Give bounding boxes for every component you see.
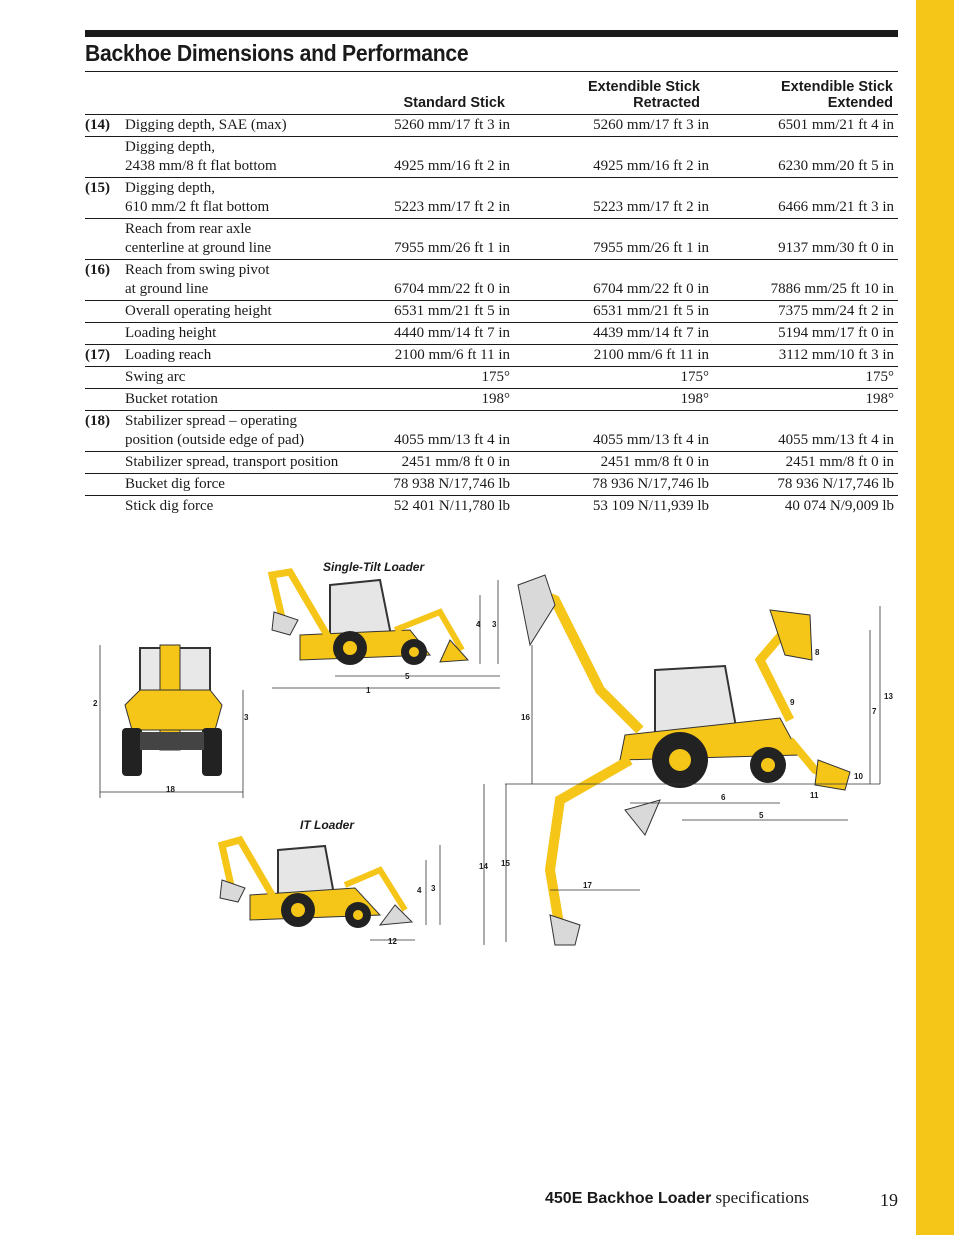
row-value: 4440 mm/14 ft 7 in bbox=[394, 325, 510, 341]
callout-16: 16 bbox=[521, 713, 530, 722]
row-description-line: Digging depth, bbox=[125, 180, 215, 196]
row-ref-number: (17) bbox=[85, 347, 110, 363]
row-ref-number: (15) bbox=[85, 180, 110, 196]
row-value: 7955 mm/26 ft 1 in bbox=[394, 240, 510, 256]
row-value: 6501 mm/21 ft 4 in bbox=[778, 117, 894, 133]
row-value: 4055 mm/13 ft 4 in bbox=[394, 432, 510, 448]
callout-15: 15 bbox=[501, 859, 510, 868]
row-value: 78 938 N/17,746 lb bbox=[393, 476, 510, 492]
row-value: 4925 mm/16 ft 2 in bbox=[394, 158, 510, 174]
row-value: 6704 mm/22 ft 0 in bbox=[394, 281, 510, 297]
callout-3: 3 bbox=[244, 713, 249, 722]
row-value: 6531 mm/21 ft 5 in bbox=[593, 303, 709, 319]
row-value: 6531 mm/21 ft 5 in bbox=[394, 303, 510, 319]
callout-4: 4 bbox=[476, 620, 481, 629]
row-description-line: Stick dig force bbox=[125, 498, 214, 514]
callout-11: 11 bbox=[810, 791, 819, 800]
row-value: 2100 mm/6 ft 11 in bbox=[593, 347, 709, 363]
row-value: 4439 mm/14 ft 7 in bbox=[593, 325, 709, 341]
row-value: 4055 mm/13 ft 4 in bbox=[778, 432, 894, 448]
row-value: 7375 mm/24 ft 2 in bbox=[778, 303, 894, 319]
row-description-line: Loading height bbox=[125, 325, 217, 341]
callout-6: 6 bbox=[721, 793, 726, 802]
callout-5: 5 bbox=[759, 811, 764, 820]
callout-4: 4 bbox=[417, 886, 422, 895]
row-description-line: Bucket dig force bbox=[125, 476, 225, 492]
callout-9: 9 bbox=[790, 698, 795, 707]
row-value: 2451 mm/8 ft 0 in bbox=[401, 454, 510, 470]
callout-10: 10 bbox=[854, 772, 863, 781]
single-tilt-loader-figure bbox=[272, 572, 500, 688]
row-description-line: 610 mm/2 ft flat bottom bbox=[125, 199, 270, 215]
row-description-line: 2438 mm/8 ft flat bottom bbox=[125, 158, 277, 174]
row-value: 198° bbox=[481, 391, 510, 407]
row-value: 40 074 N/9,009 lb bbox=[784, 498, 894, 514]
it-loader-label: IT Loader bbox=[300, 818, 355, 832]
row-description-line: Digging depth, bbox=[125, 139, 215, 155]
single-tilt-loader-label: Single-Tilt Loader bbox=[323, 560, 425, 574]
row-description-line: Reach from swing pivot bbox=[125, 262, 270, 278]
row-value: 6230 mm/20 ft 5 in bbox=[778, 158, 894, 174]
row-value: 198° bbox=[865, 391, 894, 407]
row-description-line: Bucket rotation bbox=[125, 391, 218, 407]
callout-8: 8 bbox=[815, 648, 820, 657]
page-title: Backhoe Dimensions and Performance bbox=[85, 40, 469, 66]
footer-rest: specifications bbox=[711, 1188, 810, 1207]
callout-14: 14 bbox=[479, 862, 488, 871]
row-ref-number: (16) bbox=[85, 262, 110, 278]
row-value: 5260 mm/17 ft 3 in bbox=[593, 117, 709, 133]
row-value: 7955 mm/26 ft 1 in bbox=[593, 240, 709, 256]
row-description-line: at ground line bbox=[125, 281, 209, 297]
row-value: 9137 mm/30 ft 0 in bbox=[778, 240, 894, 256]
row-value: 175° bbox=[680, 369, 709, 385]
row-description-line: Overall operating height bbox=[125, 303, 272, 319]
row-value: 78 936 N/17,746 lb bbox=[592, 476, 709, 492]
row-value: 175° bbox=[865, 369, 894, 385]
page-number: 19 bbox=[880, 1190, 898, 1210]
callout-3: 3 bbox=[431, 884, 436, 893]
row-value: 5223 mm/17 ft 2 in bbox=[593, 199, 709, 215]
row-description-line: Loading reach bbox=[125, 347, 212, 363]
row-ref-number: (14) bbox=[85, 117, 110, 133]
col-header-line: Extendible Stick bbox=[587, 79, 700, 95]
it-loader-figure bbox=[220, 840, 440, 940]
callout-3: 3 bbox=[492, 620, 497, 629]
col-header-line: Extendible Stick bbox=[780, 79, 893, 95]
col-header-line: Retracted bbox=[633, 95, 700, 111]
row-value: 5260 mm/17 ft 3 in bbox=[394, 117, 510, 133]
callout-12: 12 bbox=[388, 937, 397, 946]
col-header-line: Extended bbox=[827, 95, 893, 111]
row-description-line: position (outside edge of pad) bbox=[125, 432, 305, 448]
callout-17: 17 bbox=[583, 881, 592, 890]
footer-model: 450E Backhoe Loader bbox=[545, 1190, 712, 1207]
row-description-line: Reach from rear axle bbox=[125, 221, 252, 237]
dimension-callouts bbox=[93, 620, 893, 946]
callout-5: 5 bbox=[405, 672, 410, 681]
row-value: 53 109 N/11,939 lb bbox=[592, 498, 709, 514]
row-value: 52 401 N/11,780 lb bbox=[393, 498, 510, 514]
row-ref-number: (18) bbox=[85, 413, 110, 429]
callout-13: 13 bbox=[884, 692, 893, 701]
row-value: 2451 mm/8 ft 0 in bbox=[600, 454, 709, 470]
row-description-line: Stabilizer spread – operating bbox=[125, 413, 298, 429]
main-backhoe-figure bbox=[484, 575, 880, 945]
row-value: 4925 mm/16 ft 2 in bbox=[593, 158, 709, 174]
row-value: 6466 mm/21 ft 3 in bbox=[778, 199, 894, 215]
row-description-line: centerline at ground line bbox=[125, 240, 272, 256]
front-view-figure bbox=[100, 645, 243, 798]
row-value: 2451 mm/8 ft 0 in bbox=[785, 454, 894, 470]
row-value: 5194 mm/17 ft 0 in bbox=[778, 325, 894, 341]
callout-7: 7 bbox=[872, 707, 877, 716]
callout-2: 2 bbox=[93, 699, 98, 708]
callout-18: 18 bbox=[166, 785, 175, 794]
row-value: 198° bbox=[680, 391, 709, 407]
row-value: 6704 mm/22 ft 0 in bbox=[593, 281, 709, 297]
row-value: 5223 mm/17 ft 2 in bbox=[394, 199, 510, 215]
footer-text bbox=[545, 1188, 809, 1208]
row-value: 2100 mm/6 ft 11 in bbox=[394, 347, 510, 363]
row-description-line: Stabilizer spread, transport position bbox=[125, 454, 339, 470]
row-value: 7886 mm/25 ft 10 in bbox=[770, 281, 894, 297]
row-description-line: Digging depth, SAE (max) bbox=[125, 117, 287, 133]
row-description-line: Swing arc bbox=[125, 369, 186, 385]
row-value: 78 936 N/17,746 lb bbox=[777, 476, 894, 492]
row-value: 4055 mm/13 ft 4 in bbox=[593, 432, 709, 448]
row-value: 3112 mm/10 ft 3 in bbox=[778, 347, 894, 363]
col-header-line: Standard Stick bbox=[403, 95, 505, 111]
callout-1: 1 bbox=[366, 686, 371, 695]
row-value: 175° bbox=[481, 369, 510, 385]
